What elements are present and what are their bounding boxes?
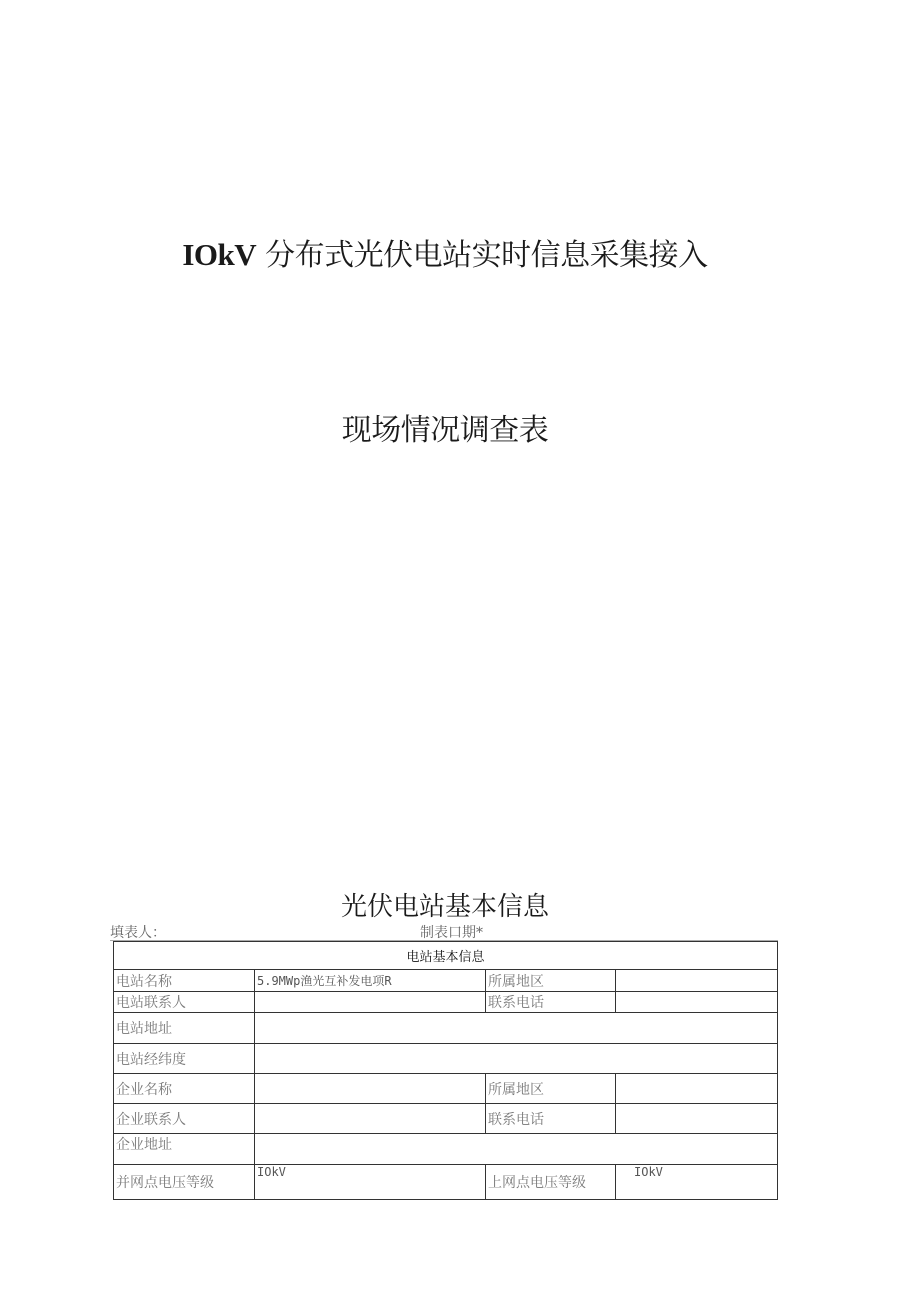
row-label: 联系电话: [486, 1104, 616, 1134]
form-meta-row: [110, 922, 778, 940]
row-label: 并网点电压等级: [114, 1165, 255, 1200]
company-address-value: [255, 1134, 778, 1165]
company-name-value: [255, 1074, 486, 1104]
table-row: [114, 1013, 778, 1044]
title-main-text: 分布式光伏电站实时信息采集接入: [265, 238, 708, 273]
table-header: 电站基本信息: [114, 942, 778, 970]
station-contact-value: [255, 992, 486, 1013]
row-label: 企业联系人: [114, 1104, 255, 1134]
section-title: 光伏电站基本信息: [340, 892, 549, 922]
table-row: [114, 992, 778, 1013]
table-row: [114, 1104, 778, 1134]
document-title-line1: [0, 230, 890, 274]
title-voltage-prefix: IOkV: [182, 237, 257, 272]
row-label: 电站地址: [114, 1013, 255, 1044]
row-label: 所属地区: [486, 1074, 616, 1104]
station-info-table: [113, 941, 778, 1200]
row-label: 电站名称: [114, 970, 255, 992]
table-row: [114, 1134, 778, 1165]
station-region-value: [616, 970, 778, 992]
row-label: 企业地址: [114, 1134, 255, 1165]
row-label: 上网点电压等级: [486, 1165, 616, 1200]
grid-voltage-value: IOkV: [255, 1165, 486, 1200]
company-phone-value: [616, 1104, 778, 1134]
table-row: [114, 1165, 778, 1200]
row-label: 联系电话: [486, 992, 616, 1013]
table-row: [114, 1044, 778, 1074]
table-row: [114, 970, 778, 992]
station-address-value: [255, 1013, 778, 1044]
company-region-value: [616, 1074, 778, 1104]
table-row: [114, 1074, 778, 1104]
station-coordinates-value: [255, 1044, 778, 1074]
filler-label: 填表人：: [110, 925, 166, 941]
table-header-row: [114, 942, 778, 970]
station-name-value: 5.9MWp渔光互补发电项R: [255, 970, 486, 992]
row-label: 电站联系人: [114, 992, 255, 1013]
row-label: 所属地区: [486, 970, 616, 992]
document-title-line2: 现场情况调查表: [341, 413, 549, 448]
row-label: 电站经纬度: [114, 1044, 255, 1074]
upload-voltage-value: IOkV: [616, 1165, 778, 1200]
station-phone-value: [616, 992, 778, 1013]
company-contact-value: [255, 1104, 486, 1134]
row-label: 企业名称: [114, 1074, 255, 1104]
date-label: 制表口期*: [420, 925, 483, 941]
